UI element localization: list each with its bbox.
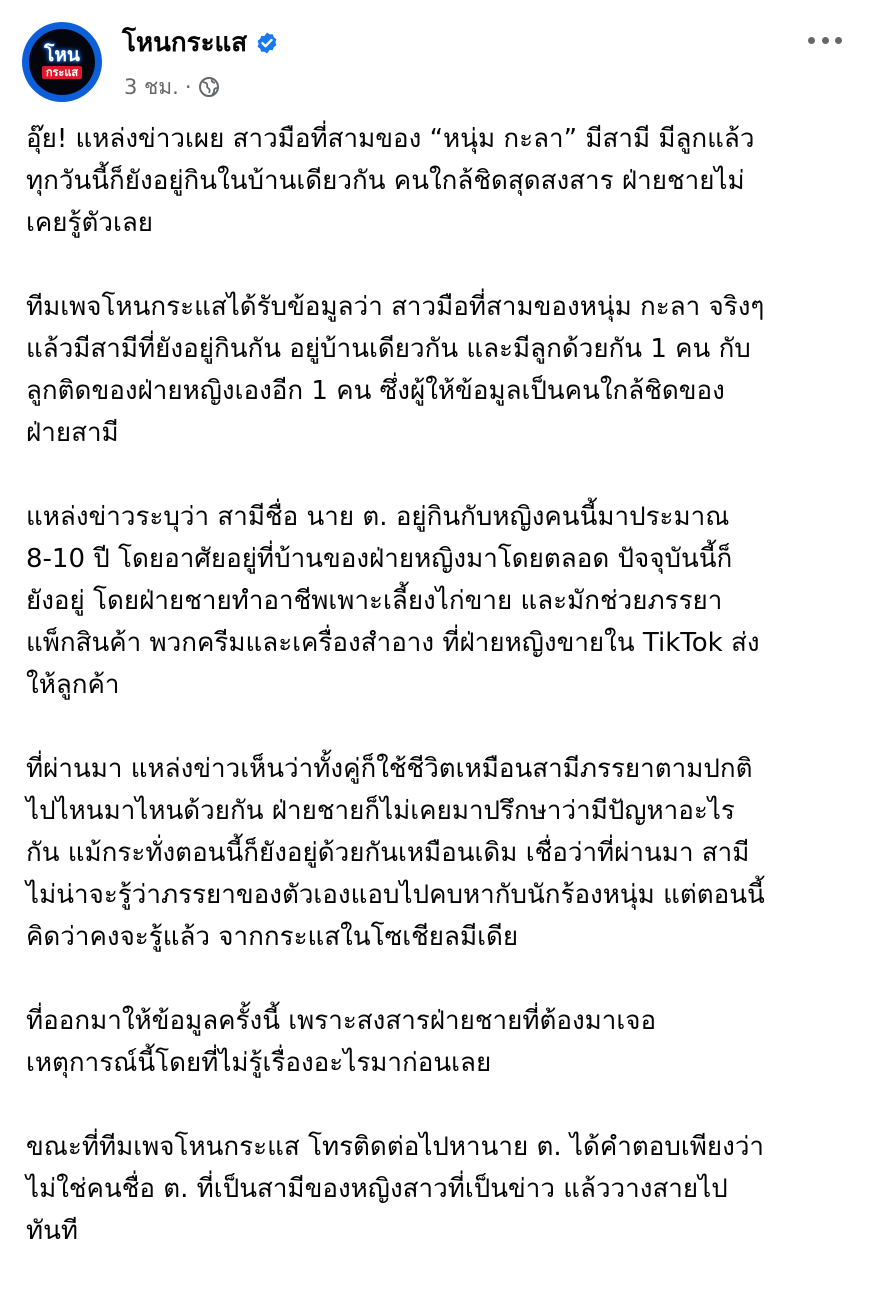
- meta-separator: ·: [184, 75, 192, 99]
- logo-text-top: โหน: [44, 44, 80, 66]
- post-paragraph-5: ที่ออกมาให้ข้อมูลครั้งนี้ เพราะสงสารฝ่ายชายที่ต้องมาเจอ เหตุการณ์นี้โดยที่ไม่รู้เรื่องอะไรมาก่อนเลย: [26, 1006, 657, 1078]
- verified-badge-icon: [255, 31, 279, 55]
- post-paragraph-6: ขณะที่ทีมเพจโหนกระแส โทรติดต่อไปหานาย ต. ได้คำตอบเพียงว่า ไม่ใช่คนชื่อ ต. ที่เป็นสามีของหญิงสาวที่เป็นข่าว แล้ววางสายไป ทันที: [26, 1132, 765, 1246]
- page-name-link[interactable]: โหนกระแส: [122, 28, 248, 58]
- post-paragraph-4: ที่ผ่านมา แหล่งข่าวเห็นว่าทั้งคู่ก็ใช้ชีวิตเหมือนสามีภรรยาตามปกติ ไปไหนมาไหนด้วยกัน ฝ่ายชายก็ไม่เคยมาปรึกษาว่ามีปัญหาอะไร กัน แม้กระทั่งตอนนี้ก็ยังอยู่ด้วยกันเหมือนเดิม เชื่อว่าที่ผ่านมา สามี ไม่น่าจะรู้ว่าภรรยาของตัวเองแอบไปคบหากับนักร้องหนุ่ม แต่ตอนนี้ คิดว่าคงจะรู้แล้ว จากกระแสในโซเชียลมีเดีย: [26, 754, 765, 952]
- globe-icon[interactable]: [198, 76, 220, 98]
- dot: [835, 37, 842, 44]
- post-header: [22, 22, 848, 104]
- post-body: [26, 118, 856, 1294]
- post-paragraph-3: แหล่งข่าวระบุว่า สามีชื่อ นาย ต. อยู่กินกับหญิงคนนี้มาประมาณ 8-10 ปี โดยอาศัยอยู่ที่บ้านของฝ่ายหญิงมาโดยตลอด ปัจจุบันนี้ก็ ยังอยู่ โดยฝ่ายชายทำอาชีพเพาะเลี้ยงไก่ขาย และมักช่วยภรรยา แพ็กสินค้า พวกครีมและเครื่องสำอาง ที่ฝ่ายหญิงขายใน TikTok ส่ง ให้ลูกค้า: [26, 502, 760, 700]
- page-avatar[interactable]: [22, 22, 102, 102]
- dot: [822, 37, 829, 44]
- post-paragraph-2: ทีมเพจโหนกระแสได้รับข้อมูลว่า สาวมือที่สามของหนุ่ม กะลา จริงๆ แล้วมีสามีที่ยังอยู่กินกัน อยู่บ้านเดียวกัน และมีลูกด้วยกัน 1 คน กับ ลูกติดของฝ่ายหญิงเองอีก 1 คน ซึ่งผู้ให้ข้อมูลเป็นคนใกล้ชิดของ ฝ่ายสามี: [26, 292, 765, 448]
- page-name-row: [122, 26, 279, 60]
- logo-text-bottom: กระแส: [42, 66, 82, 79]
- post-paragraph-1: อุ๊ย! แหล่งข่าวเผย สาวมือที่สามของ “หนุ่ม กะลา” มีสามี มีลูกแล้ว ทุกวันนี้ก็ยังอยู่กินในบ้านเดียวกัน คนใกล้ชิดสุดสงสาร ฝ่ายชายไม่ เคยรู้ตัวเลย: [26, 124, 755, 238]
- more-options-icon[interactable]: [808, 30, 842, 50]
- post-timestamp[interactable]: 3 ชม.: [124, 75, 179, 99]
- post-meta: [124, 74, 220, 100]
- dot: [808, 37, 815, 44]
- page-logo: [29, 29, 95, 95]
